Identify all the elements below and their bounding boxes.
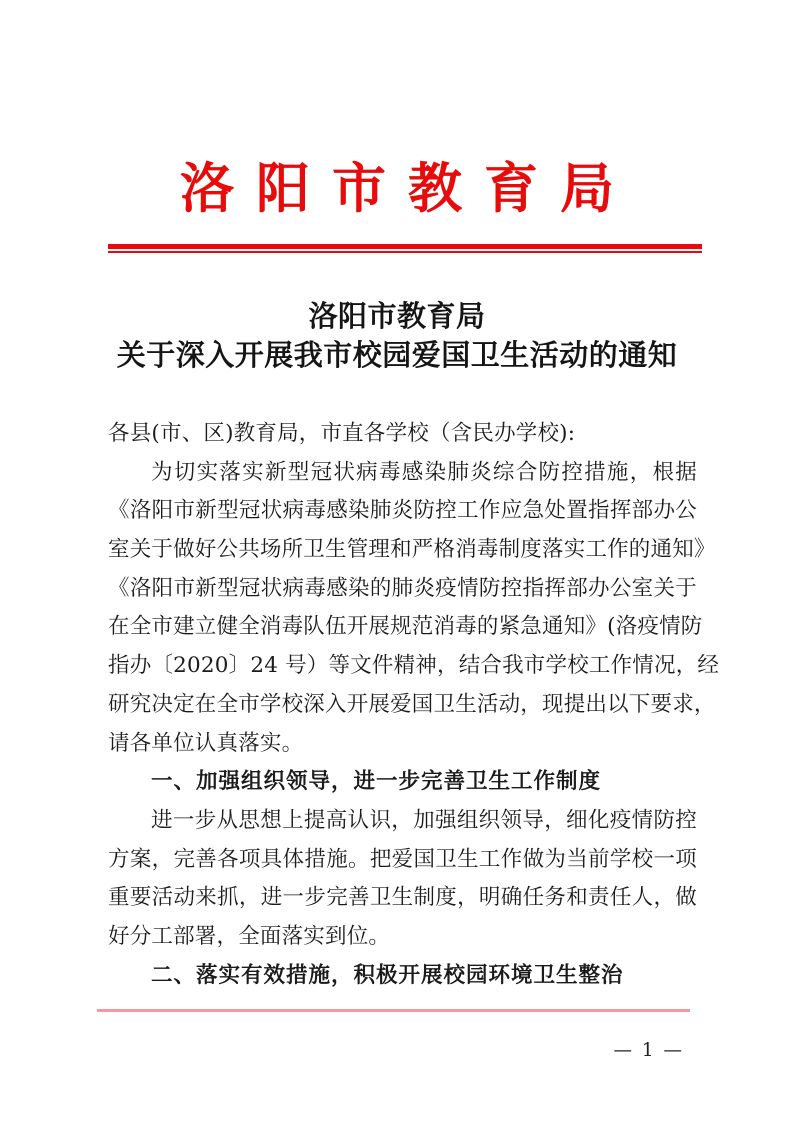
body-line: 研究决定在全市学校深入开展爱国卫生活动，现提出以下要求， — [108, 691, 716, 717]
page-number: — 1 — — [613, 1040, 684, 1061]
document-title-line1: 洛阳市教育局 — [308, 299, 486, 333]
letterhead-divider — [108, 244, 702, 253]
section-heading-2: 二、落实有效措施，积极开展校园环境卫生整治 — [151, 962, 624, 988]
body-line: 《洛阳市新型冠状病毒感染肺炎防控工作应急处置指挥部办公 — [108, 498, 697, 524]
bottom-divider — [97, 1009, 690, 1012]
salutation-line: 各县(市、区)教育局，市直各学校（含民办学校): — [108, 421, 576, 446]
body-line: 《洛阳市新型冠状病毒感染的肺炎疫情防控指挥部办公室关于 — [108, 575, 697, 601]
document-title-line2: 关于深入开展我市校园爱国卫生活动的通知 — [116, 337, 678, 372]
body-line: 重要活动来抓，进一步完善卫生制度，明确任务和责任人，做 — [108, 885, 697, 911]
body-line: 方案，完善各项具体措施。把爱国卫生工作做为当前学校一项 — [108, 846, 697, 872]
letterhead-title: 洛阳市教育局 — [180, 156, 636, 220]
body-line: 好分工部署，全面落实到位。 — [108, 923, 391, 949]
document-body — [108, 415, 720, 995]
body-line: 指办〔2020〕24 号）等文件精神，结合我市学校工作情况，经 — [108, 653, 720, 679]
body-line: 请各单位认真落实。 — [108, 730, 304, 756]
section-heading-1: 一、加强组织领导，进一步完善卫生工作制度 — [151, 769, 602, 795]
letterhead-divider-thin-line — [108, 251, 702, 253]
body-line: 进一步从思想上提高认识，加强组织领导，细化疫情防控 — [151, 807, 697, 833]
body-line: 为切实落实新型冠状病毒感染肺炎综合防控措施，根据 — [151, 459, 697, 485]
body-line: 在全市建立健全消毒队伍开展规范消毒的紧急通知》(洛疫情防 — [108, 614, 703, 640]
document-title — [0, 297, 794, 374]
body-line: 室关于做好公共场所卫生管理和严格消毒制度落实工作的通知》 — [108, 537, 716, 563]
